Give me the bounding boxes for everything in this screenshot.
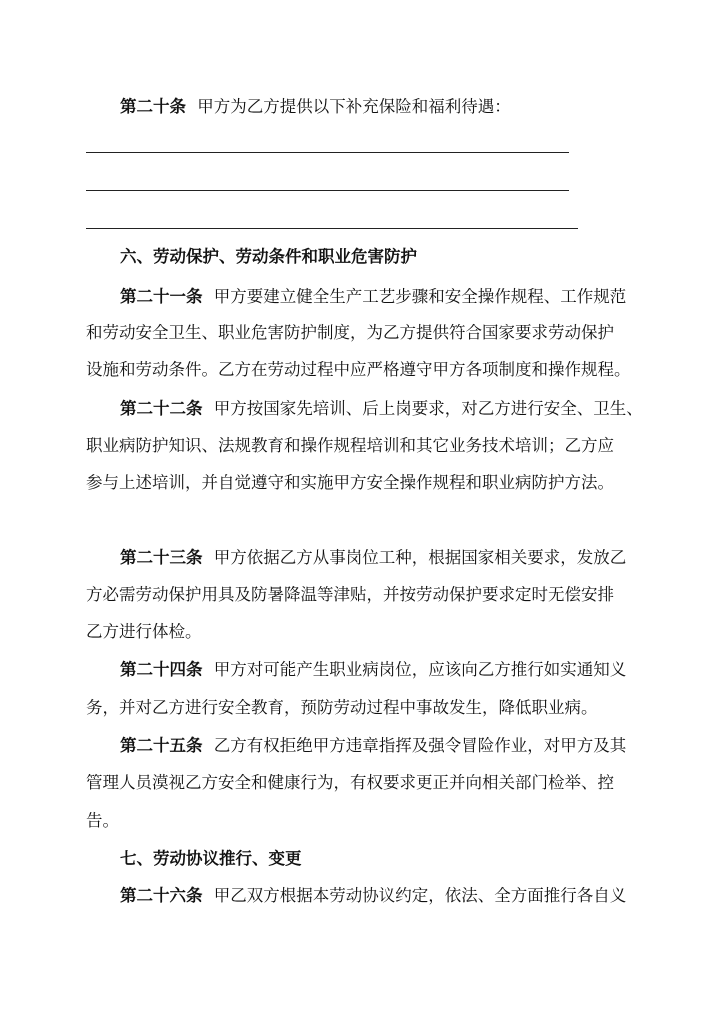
blank-fill-line	[86, 190, 569, 191]
section-6-title: 六、劳动保护、劳动条件和职业危害防护	[120, 247, 417, 266]
article-20-text: 甲方为乙方提供以下补充保险和福利待遇：	[197, 97, 511, 116]
article-25-heading: 第二十五条	[120, 736, 203, 755]
article-24-line-2: 务，并对乙方进行安全教育，预防劳动过程中事故发生，降低职业病。	[86, 698, 598, 717]
article-21-heading: 第二十一条	[120, 287, 203, 306]
article-25-line-2: 管理人员漠视乙方安全和健康行为，有权要求更正并向相关部门检举、控	[86, 773, 614, 792]
article-22-heading: 第二十二条	[120, 399, 203, 418]
article-20-heading: 第二十条	[120, 97, 186, 116]
blank-fill-line	[86, 152, 569, 153]
article-21-line-3: 设施和劳动条件。乙方在劳动过程中应严格遵守甲方各项制度和操作规程。	[86, 360, 631, 379]
article-25-line-3: 告。	[86, 811, 119, 830]
article-23-text: 甲方依据乙方从事岗位工种，根据国家相关要求，发放乙	[213, 548, 627, 567]
blank-fill-line	[86, 228, 578, 229]
article-21-line-1	[120, 287, 626, 307]
article-24-text: 甲方对可能产生职业病岗位，应该向乙方推行如实通知义	[213, 660, 627, 679]
article-22-line-3: 参与上述培训，并自觉遵守和实施甲方安全操作规程和职业病防护方法。	[86, 473, 614, 492]
article-24-line-1	[120, 660, 626, 680]
article-23-line-1	[120, 548, 626, 568]
article-23-line-3: 乙方进行体检。	[86, 622, 202, 641]
section-7-title: 七、劳动协议推行、变更	[120, 849, 302, 868]
article-20	[120, 97, 511, 117]
article-26-text: 甲乙双方根据本劳动协议约定，依法、全方面推行各自义	[213, 886, 627, 905]
article-24-heading: 第二十四条	[120, 660, 203, 679]
article-22-line-2: 职业病防护知识、法规教育和操作规程培训和其它业务技术培训；乙方应	[86, 436, 614, 455]
article-21-text: 甲方要建立健全生产工艺步骤和安全操作规程、工作规范	[213, 287, 627, 306]
article-22-line-1	[120, 399, 643, 419]
article-22-text: 甲方按国家先培训、后上岗要求，对乙方进行安全、卫生、	[213, 399, 643, 418]
article-26-heading: 第二十六条	[120, 886, 203, 905]
article-25-line-1	[120, 736, 626, 756]
article-23-heading: 第二十三条	[120, 548, 203, 567]
article-23-line-2: 方必需劳动保护用具及防暑降温等津贴，并按劳动保护要求定时无偿安排	[86, 585, 614, 604]
article-26-line-1	[120, 886, 626, 906]
article-25-text: 乙方有权拒绝甲方违章指挥及强令冒险作业，对甲方及其	[213, 736, 627, 755]
article-21-line-2: 和劳动安全卫生、职业危害防护制度，为乙方提供符合国家要求劳动保护	[86, 323, 614, 342]
